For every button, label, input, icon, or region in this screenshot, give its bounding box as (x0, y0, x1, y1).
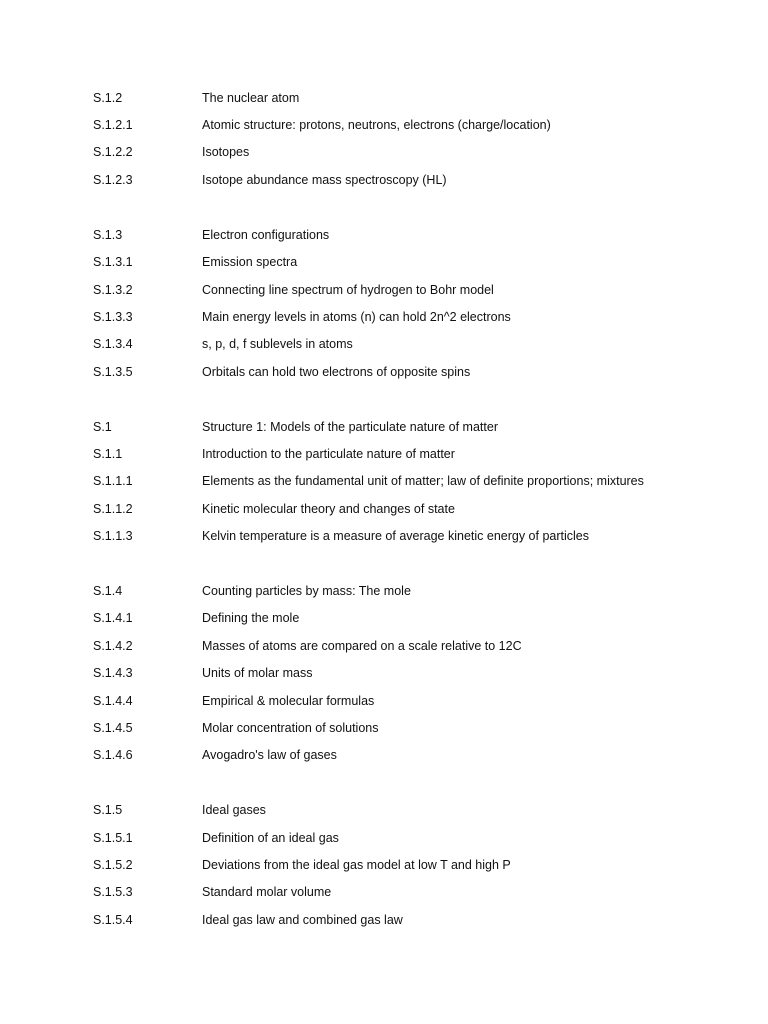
row-title: Orbitals can hold two electrons of opposite spins (202, 364, 471, 379)
outline-row (93, 605, 733, 632)
outline-row (93, 879, 733, 906)
outline-row (93, 331, 733, 358)
row-code: S.1.5.2 (93, 858, 133, 873)
row-title: Emission spectra (202, 255, 298, 270)
row-code: S.1.5 (93, 803, 123, 818)
row-code: S.1.1.2 (93, 501, 133, 516)
row-title: Empirical & molecular formulas (202, 693, 375, 708)
section-particulate-nature (93, 413, 733, 550)
outline-row (93, 166, 733, 193)
outline-row (93, 906, 733, 933)
outline-row (93, 221, 733, 248)
row-code: S.1.5.1 (93, 830, 133, 845)
row-title: Electron configurations (202, 227, 330, 242)
row-title: Masses of atoms are compared on a scale relative to 12C (202, 638, 522, 653)
outline-row (93, 714, 733, 741)
row-code: S.1.1.3 (93, 529, 133, 544)
outline-row (93, 358, 733, 385)
row-code: S.1.4.4 (93, 693, 133, 708)
outline-row (93, 248, 733, 275)
row-title: The nuclear atom (202, 90, 300, 105)
outline-row (93, 276, 733, 303)
outline-row (93, 632, 733, 659)
outline-row (93, 139, 733, 166)
row-title: s, p, d, f sublevels in atoms (202, 337, 353, 352)
outline-row (93, 84, 733, 111)
row-code: S.1.4.3 (93, 666, 133, 681)
row-code: S.1.5.3 (93, 885, 133, 900)
row-title: Kelvin temperature is a measure of average kinetic energy of particles (202, 529, 589, 544)
outline-row (93, 742, 733, 769)
outline-row (93, 111, 733, 138)
section-mole (93, 577, 733, 769)
row-code: S.1.2.1 (93, 118, 133, 133)
syllabus-outline (93, 84, 733, 961)
row-title: Isotope abundance mass spectroscopy (HL) (202, 172, 447, 187)
section-nuclear-atom (93, 84, 733, 194)
row-code: S.1.1.1 (93, 474, 133, 489)
outline-row (93, 577, 733, 604)
row-code: S.1.4 (93, 584, 123, 599)
row-title: Atomic structure: protons, neutrons, electrons (charge/location) (202, 118, 551, 133)
outline-row (93, 660, 733, 687)
row-code: S.1.1 (93, 446, 123, 461)
outline-row (93, 468, 733, 495)
row-code: S.1.3.4 (93, 337, 133, 352)
row-title: Ideal gas law and combined gas law (202, 912, 403, 927)
row-title: Definition of an ideal gas (202, 830, 339, 845)
row-code: S.1.4.6 (93, 748, 133, 763)
row-code: S.1.4.2 (93, 638, 133, 653)
row-code: S.1.3.2 (93, 282, 133, 297)
row-code: S.1.5.4 (93, 912, 133, 927)
row-title: Counting particles by mass: The mole (202, 584, 411, 599)
outline-row (93, 303, 733, 330)
row-title: Introduction to the particulate nature of matter (202, 446, 455, 461)
row-code: S.1.3.3 (93, 309, 133, 324)
row-title: Elements as the fundamental unit of matter; law of definite proportions; mixtures (202, 474, 644, 489)
row-code: S.1.2.3 (93, 172, 133, 187)
outline-row (93, 413, 733, 440)
row-code: S.1.3 (93, 227, 123, 242)
outline-row (93, 522, 733, 549)
row-code: S.1.2.2 (93, 145, 133, 160)
row-title: Avogadro's law of gases (202, 748, 337, 763)
outline-row (93, 440, 733, 467)
section-ideal-gases (93, 797, 733, 934)
row-title: Molar concentration of solutions (202, 721, 379, 735)
row-title: Ideal gases (202, 803, 266, 818)
section-electron-configurations (93, 221, 733, 385)
row-code: S.1.4.1 (93, 611, 133, 626)
row-title: Deviations from the ideal gas model at low T and high P (202, 858, 511, 873)
row-title: Isotopes (202, 145, 250, 160)
row-code: S.1.3.1 (93, 255, 133, 270)
row-code: S.1.4.5 (93, 721, 133, 735)
row-code: S.1 (93, 419, 112, 434)
row-title: Units of molar mass (202, 666, 313, 681)
row-title: Standard molar volume (202, 885, 332, 900)
outline-row (93, 495, 733, 522)
outline-row (93, 687, 733, 714)
row-code: S.1.3.5 (93, 364, 133, 379)
row-title: Kinetic molecular theory and changes of state (202, 501, 455, 516)
row-code: S.1.2 (93, 90, 123, 105)
outline-row (93, 797, 733, 824)
outline-row (93, 851, 733, 878)
row-title: Structure 1: Models of the particulate nature of matter (202, 419, 498, 434)
row-title: Main energy levels in atoms (n) can hold 2n^2 electrons (202, 309, 511, 324)
outline-row (93, 824, 733, 851)
row-title: Defining the mole (202, 611, 300, 626)
row-title: Connecting line spectrum of hydrogen to Bohr model (202, 282, 494, 297)
